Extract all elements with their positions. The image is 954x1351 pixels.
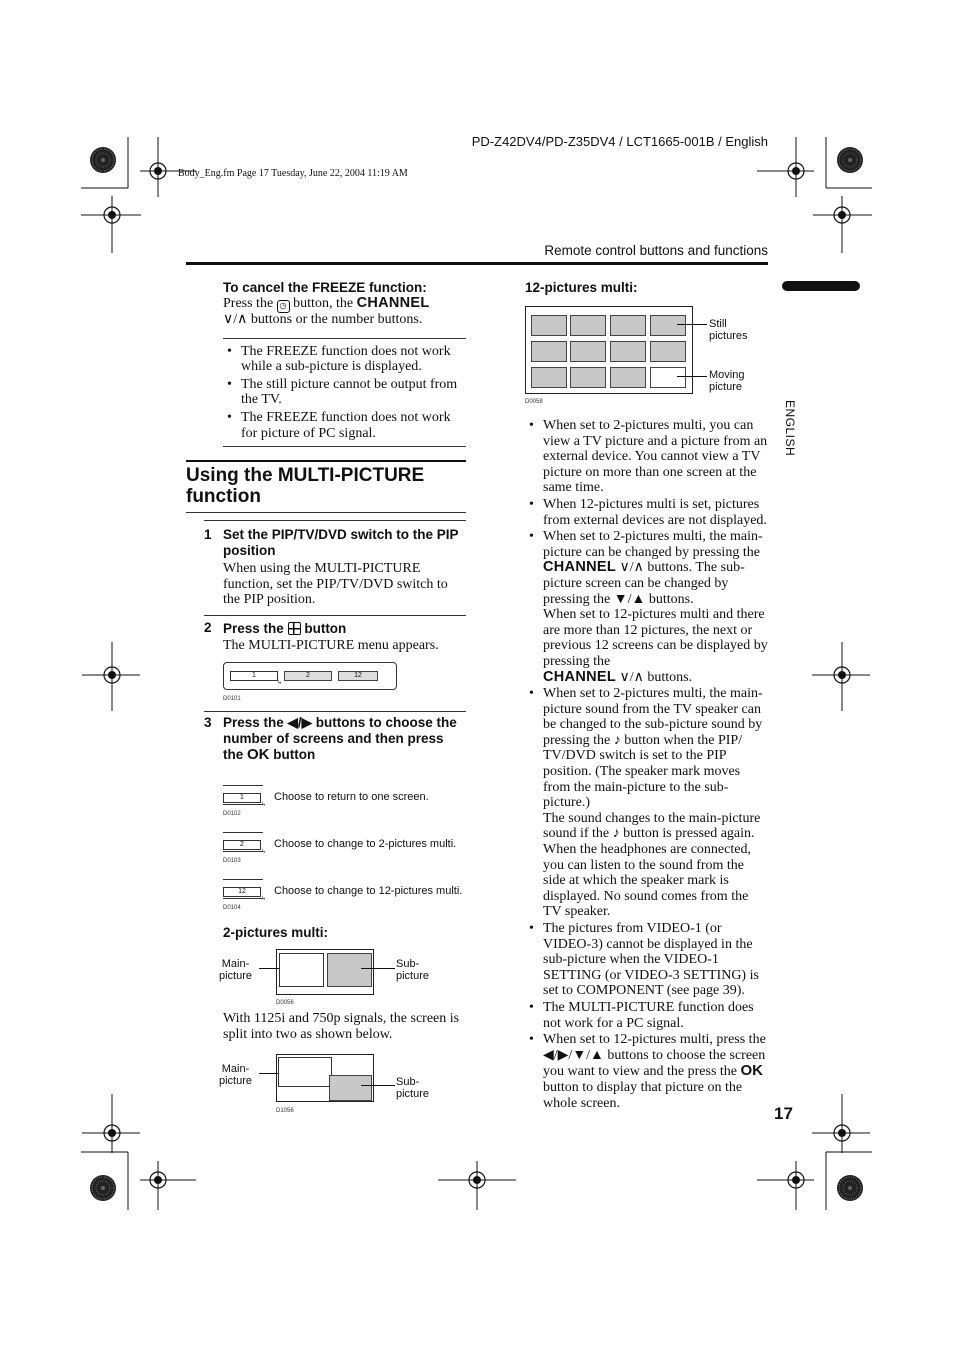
twelve-picture-diagram (525, 306, 769, 418)
list-item: • When set to 12-pictures multi, press the ◀/▶/▼/▲ buttons to choose the screen you want to view and the press the OK button to display that picture on the whole screen. (525, 1032, 769, 1111)
menu-option[interactable]: 12 (338, 671, 378, 681)
main-picture-label: Main- picture (219, 1063, 253, 1088)
page-number: 17 (774, 1104, 793, 1123)
moving-picture-label: Moving picture (709, 369, 745, 393)
right-column (525, 280, 769, 1111)
step1-heading: Set the PIP/TV/DVD switch to the PIP position (223, 527, 459, 559)
list-item: • The FREEZE function does not work for picture of PC signal. (223, 410, 466, 441)
freeze-heading: To cancel the FREEZE function: (223, 280, 427, 295)
list-item: • The still picture cannot be output from the TV. (223, 377, 466, 408)
list-item: • The MULTI-PICTURE function does not work for a PC signal. (525, 1000, 769, 1031)
cursor-mark: ↳ (261, 849, 267, 856)
list-item (223, 879, 466, 923)
still-pictures-label: Still pictures (709, 318, 748, 342)
freeze-notes (223, 344, 466, 442)
sub-picture-pane (327, 953, 372, 987)
figure-code: D0104 (223, 905, 241, 912)
screen-frame (276, 1054, 374, 1102)
list-item (223, 832, 466, 879)
left-column (186, 280, 466, 1116)
screen-frame (276, 949, 374, 995)
step3-heading: Press the ◀/▶ buttons to choose the number of screens and then press the OK button (223, 715, 457, 764)
choice-text: Choose to change to 2-pictures multi. (274, 838, 457, 851)
choice-text: Choose to return to one screen. (274, 791, 429, 804)
header-rule (186, 262, 768, 265)
freeze-button-icon: ◷ (277, 300, 290, 313)
sub-picture-label: Sub- picture (396, 1076, 430, 1101)
split-text: With 1125i and 750p signals, the screen is split into two as shown below. (223, 1011, 460, 1042)
ok-label: OK (740, 1062, 764, 1080)
cursor-mark: ↳ (261, 896, 267, 903)
main-picture-pane (279, 953, 324, 987)
list-item: • When set to 2-pictures multi, you can view a TV picture and a picture from an external device. You cannot view a TV picture on more than one screen at the same time. (525, 418, 769, 496)
still-picture-tile (531, 315, 567, 336)
list-item (223, 785, 466, 832)
step-number: 2 (204, 619, 212, 635)
figure-code: D1056 (276, 1108, 294, 1115)
cursor-mark: ↳ (277, 679, 283, 686)
sub-picture-label: Sub- picture (396, 958, 430, 983)
ok-label: OK (247, 746, 270, 764)
still-picture-tile (610, 341, 646, 362)
sub-picture-pane (329, 1075, 372, 1101)
list-item: • The pictures from VIDEO-1 (or VIDEO-3) cannot be displayed in the sub-picture when the VIDEO-1 SETTING (or VIDEO-3 SETTING) is set to COMPONENT (see page 39). (525, 921, 769, 999)
freeze-instructions: Press the ◷ button, the CHANNEL ∨/∧ buttons or the number buttons. (223, 295, 430, 327)
choice-option[interactable]: 12 (223, 887, 261, 897)
main-picture-pane (278, 1057, 332, 1087)
list-item: • The FREEZE function does not work while a sub-picture is displayed. (223, 344, 466, 375)
still-picture-tile (531, 341, 567, 362)
multi-picture-notes (525, 418, 769, 1111)
split-picture-diagram (219, 1054, 466, 1116)
multi-picture-button-icon (288, 622, 301, 635)
channel-label: CHANNEL (543, 668, 616, 685)
choice-option[interactable]: 2 (223, 840, 261, 850)
twelve-pictures-heading: 12-pictures multi: (525, 280, 638, 295)
channel-label: CHANNEL (543, 559, 616, 576)
list-item: • When set to 2-pictures multi, the main-picture can be changed by pressing the CHANNEL ∨/∧ buttons. The sub-picture screen can be changed by pressing the ▼/▲ buttons. When set to 12-pictures multi and there are more than 12 pictures, the next or previous 12 screens can be displayed by pressing the CHANNEL ∨/∧ buttons. (525, 529, 769, 685)
step-number: 1 (204, 527, 212, 543)
still-picture-tile (570, 315, 606, 336)
choice-list (223, 785, 466, 923)
figure-code: D0102 (223, 811, 241, 818)
step2-heading: Press the button (223, 620, 347, 636)
figure-code: D0103 (223, 858, 241, 865)
still-picture-tile (531, 367, 567, 388)
language-tab-label: ENGLISH (783, 400, 797, 457)
still-picture-tile (610, 315, 646, 336)
page-title: Using the MULTI-PICTURE function (186, 465, 425, 508)
main-picture-label: Main- picture (219, 958, 253, 983)
still-picture-tile (570, 367, 606, 388)
still-picture-tile (650, 341, 686, 362)
step2-text: The MULTI-PICTURE menu appears. (223, 637, 439, 653)
two-picture-diagram (219, 949, 466, 1011)
step1-text: When using the MULTI-PICTURE function, set the PIP/TV/DVD switch to the PIP position. (223, 561, 448, 608)
list-item: • When set to 2-pictures multi, the main-picture sound from the TV speaker can be changed to the sub-picture sound by pressing the ♪ button when the PIP/ TV/DVD switch is set to the PIP position. (The speaker mark moves from the main-picture to the sub-picture.) The sound changes to the main-picture sound if the ♪ button is pressed again. When the headphones are connected, you can listen to the sound from the side at which the speaker mark is displayed. No sound comes from the TV speaker. (525, 686, 769, 920)
list-item: • When 12-pictures multi is set, pictures from external devices are not displayed. (525, 497, 769, 528)
two-pictures-heading: 2-pictures multi: (223, 925, 329, 941)
still-picture-tile (650, 315, 686, 336)
step-number: 3 (204, 715, 212, 731)
figure-code: D0056 (276, 1000, 294, 1007)
section-title: Remote control buttons and functions (544, 243, 768, 258)
still-picture-tile (570, 341, 606, 362)
still-picture-tile (610, 367, 646, 388)
figure-code: D0101 (223, 695, 241, 702)
menu-option[interactable]: 2 (284, 671, 332, 681)
model-header: PD-Z42DV4/PD-Z35DV4 / LCT1665-001B / English (471, 134, 768, 149)
language-tab-bar (782, 281, 860, 291)
choice-text: Choose to change to 12-pictures multi. (274, 885, 463, 898)
menu-option[interactable]: 1 (230, 671, 278, 681)
screen-frame (525, 306, 693, 394)
multi-picture-menu (223, 662, 397, 690)
moving-picture-tile (650, 367, 686, 388)
figure-code: D0058 (525, 399, 543, 405)
choice-option[interactable]: 1 (223, 793, 261, 803)
cursor-mark: ↳ (261, 802, 267, 809)
file-meta: Body_Eng.fm Page 17 Tuesday, June 22, 2004 11:19 AM (178, 168, 408, 179)
channel-label: CHANNEL (356, 295, 430, 311)
